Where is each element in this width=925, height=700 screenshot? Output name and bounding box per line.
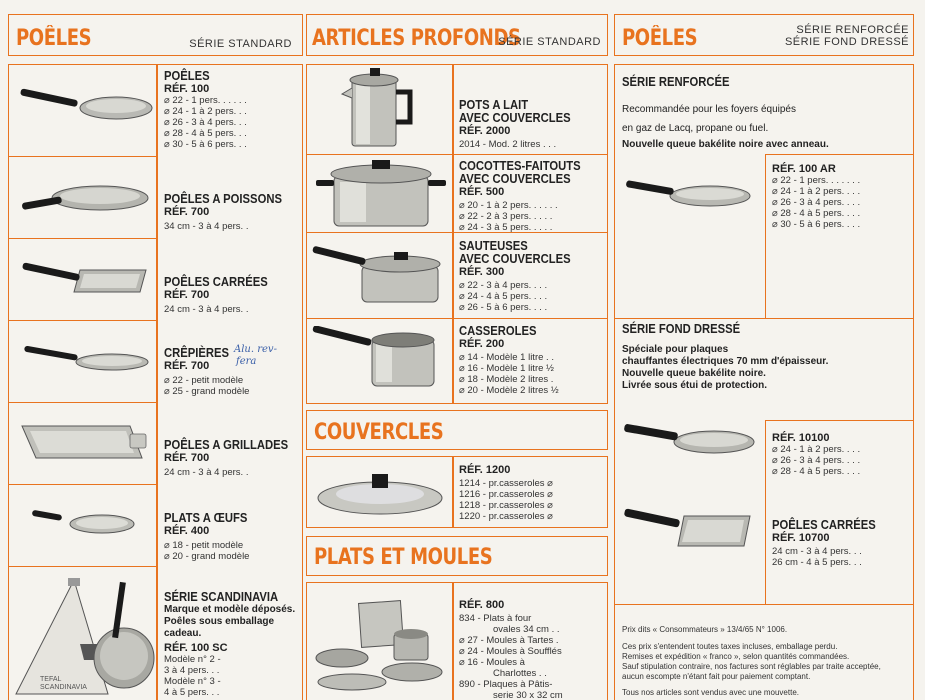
product-line: 890 - Plaques à Pâtis- (459, 679, 553, 690)
product-ref: RÉF. 700 (164, 289, 210, 301)
product-line: ⌀ 28 - 4 à 5 pers. . . . (772, 466, 861, 477)
product-line: ⌀ 18 - Modèle 2 litres . (459, 374, 554, 385)
milk-pot-image (330, 68, 430, 152)
product-ref: RÉF. 100 SC (164, 642, 228, 654)
product-line: 24 cm - 3 à 4 pers. . (164, 304, 249, 315)
footer-note: Sauf stipulation contraire, nos factures sont réglables par traite acceptée, (622, 662, 881, 671)
cocotte-image (312, 160, 452, 232)
product-line: 24 cm - 3 à 4 pers. . . (772, 546, 862, 557)
product-couvercles (459, 464, 553, 522)
product-plats-oeufs (164, 512, 257, 562)
product-scandinavia (164, 591, 295, 698)
section-title: SÉRIE FOND DRESSÉ (622, 322, 741, 336)
product-line: 24 cm - 3 à 4 pers. . (164, 467, 249, 478)
product-line: ⌀ 18 - petit modèle (164, 540, 244, 551)
footer-note: Ces prix s'entendent toutes taxes incluses, emballage perdu. (622, 642, 838, 651)
product-line: ⌀ 24 - 4 à 5 pers. . . . (459, 291, 548, 302)
reinforced-pan-image (624, 176, 754, 216)
col1-header-subtitle: SÉRIE STANDARD (189, 38, 292, 50)
product-name: POÊLES A GRILLADES (164, 438, 289, 452)
product-sauteuses (459, 240, 583, 313)
product-ref: RÉF. 10700 (772, 532, 830, 544)
product-name: CASSEROLES (459, 324, 537, 338)
product-line: ⌀ 30 - 5 à 6 pers. . . (164, 139, 247, 150)
product-desc: cadeau. (164, 628, 202, 639)
product-line: Charlottes . . (493, 668, 547, 679)
product-line: ⌀ 28 - 4 à 5 pers. . . . (772, 208, 861, 219)
divider (306, 318, 608, 319)
col2-header-title: ARTICLES PROFONDS (312, 26, 521, 51)
fond-dresse-section (622, 323, 908, 392)
product-ref: RÉF. 2000 (459, 125, 511, 137)
footer-note: Remises et expédition « franco », selon quantités commandées. (622, 652, 850, 661)
section-text: Spéciale pour plaques (622, 344, 729, 355)
product-line: ⌀ 20 - grand modèle (164, 551, 250, 562)
product-line: ⌀ 27 - Moules à Tartes . (459, 635, 559, 646)
product-line: ⌀ 24 - 1 à 2 pers. . . . (772, 186, 861, 197)
product-line: ⌀ 22 - petit modèle (164, 375, 244, 386)
lid-image (312, 464, 448, 520)
product-line: Modèle n° 2 - (164, 654, 221, 665)
divider (452, 154, 608, 155)
product-renforcee (772, 163, 860, 230)
flat-bottom-pan-image (622, 420, 757, 464)
product-line: ⌀ 25 - grand modèle (164, 386, 250, 397)
product-line: Modèle n° 3 - (164, 676, 221, 687)
product-name: POÊLES CARRÉES (164, 275, 268, 289)
section-text: Nouvelle queue bakélite noire. (622, 368, 766, 379)
product-ref: RÉF. 800 (459, 599, 505, 611)
product-name: SAUTEUSES (459, 239, 528, 253)
section-text: en gaz de Lacq, propane ou fuel. (622, 123, 769, 134)
divider (8, 238, 158, 239)
section-text: Livrée sous étui de protection. (622, 380, 768, 391)
product-plats-moules (459, 599, 563, 700)
product-fond-carrees (772, 519, 887, 568)
product-line: ⌀ 26 - 3 à 4 pers. . . (164, 117, 247, 128)
product-ref: RÉF. 1200 (459, 464, 511, 476)
product-line: 2014 - Mod. 2 litres . . . (459, 139, 557, 150)
plats-title: PLATS ET MOULES (314, 545, 493, 570)
divider (8, 320, 158, 321)
col3-header-title: POÊLES (622, 26, 698, 51)
renforcee-section (622, 76, 908, 151)
section-text: Recommandée pour les foyers équipés (622, 104, 796, 115)
product-line: 1220 - pr.casseroles ⌀ (459, 511, 553, 522)
product-ref: RÉF. 100 AR (772, 163, 836, 175)
product-line: ⌀ 22 - 1 pers. . . . . . . (772, 175, 861, 186)
divider (614, 604, 914, 605)
product-poeles-poissons (164, 193, 295, 232)
casserole-image (312, 326, 452, 396)
divider (765, 154, 766, 318)
scandinavia-box-image (12, 574, 157, 700)
product-line: ⌀ 16 - Moules à (459, 657, 525, 668)
fish-pan-image (20, 180, 150, 220)
product-line: ⌀ 28 - 4 à 5 pers. . . (164, 128, 247, 139)
scandinavia-box-label: TEFAL SCANDINAVIA (40, 676, 87, 691)
product-name: CRÊPIÈRES (164, 346, 230, 360)
product-line: ⌀ 22 - 2 à 3 pers. . . . . (459, 211, 553, 222)
product-name: POÊLES A POISSONS (164, 192, 282, 206)
flat-bottom-square-pan-image (622, 506, 757, 556)
product-line: ⌀ 22 - 1 pers. . . . . . (164, 95, 247, 106)
product-line: ⌀ 20 - Modèle 2 litres ½ (459, 385, 559, 396)
product-line: ovales 34 cm . . (493, 624, 560, 635)
col1-header-title: POÊLES (16, 26, 92, 51)
product-casseroles (459, 325, 559, 396)
divider (8, 156, 158, 157)
handwritten-note: fera (236, 356, 257, 367)
product-line: ⌀ 26 - 5 à 6 pers. . . . (459, 302, 548, 313)
product-line: ⌀ 22 - 3 à 4 pers. . . . (459, 280, 548, 291)
product-line: 34 cm - 3 à 4 pers. . (164, 221, 249, 232)
product-line: 1216 - pr.casseroles ⌀ (459, 489, 553, 500)
baking-set-image (312, 596, 448, 696)
product-line: 834 - Plats à four (459, 613, 532, 624)
section-text: chauffantes électriques 70 mm d'épaisseur. (622, 356, 829, 367)
divider (765, 420, 914, 421)
product-ref: RÉF. 700 (164, 452, 210, 464)
product-line: 1218 - pr.casseroles ⌀ (459, 500, 553, 511)
divider (306, 154, 454, 155)
product-cocottes (459, 160, 594, 233)
divider (8, 402, 158, 403)
couvercles-title: COUVERCLES (314, 420, 444, 445)
product-fond-dresse (772, 432, 860, 477)
product-line: ⌀ 16 - Modèle 1 litre ½ (459, 363, 554, 374)
product-line: ⌀ 26 - 3 à 4 pers. . . . (772, 455, 861, 466)
product-line: ⌀ 30 - 5 à 6 pers. . . . (772, 219, 861, 230)
divider (8, 484, 158, 485)
product-line: ⌀ 14 - Modèle 1 litre . . (459, 352, 554, 363)
product-name: POÊLES CARRÉES (772, 518, 876, 532)
product-name-2: AVEC COUVERCLES (459, 111, 571, 125)
product-line: 4 à 5 pers. . . (164, 687, 220, 698)
price-note: Prix dits « Consommateurs » 13/4/65 N° 1006. (622, 625, 788, 634)
product-name: PLATS A ŒUFS (164, 511, 248, 525)
product-name-2: AVEC COUVERCLES (459, 252, 571, 266)
product-ref: RÉF. 200 (459, 338, 505, 350)
square-pan-image (20, 262, 150, 302)
product-poeles-grillades (164, 439, 302, 478)
product-poeles-carrees (164, 276, 279, 315)
egg-dish-image (30, 502, 140, 542)
sauteuse-image (312, 240, 452, 310)
product-name: SÉRIE SCANDINAVIA (164, 590, 279, 604)
product-line: serie 30 x 32 cm (493, 690, 563, 700)
col3-header-subtitle1: SÉRIE RENFORCÉE (796, 24, 909, 36)
product-ref: RÉF. 700 (164, 360, 210, 372)
section-title: SÉRIE RENFORCÉE (622, 75, 730, 89)
col2-header-subtitle: SÉRIE STANDARD (498, 36, 601, 48)
product-desc: Poêles sous emballage (164, 616, 275, 627)
product-line: ⌀ 20 - 1 à 2 pers. . . . . . (459, 200, 558, 211)
product-name: POTS A LAIT (459, 98, 529, 112)
product-line: ⌀ 24 - 1 à 2 pers. . . (164, 106, 247, 117)
footer-notes (622, 624, 912, 698)
product-poeles (164, 70, 247, 150)
product-ref: RÉF. 700 (164, 206, 210, 218)
product-line: ⌀ 26 - 3 à 4 pers. . . . (772, 197, 861, 208)
product-desc: Marque et modèle déposés. (164, 604, 296, 615)
product-line: ⌀ 24 - Moules à Soufflés (459, 646, 562, 657)
divider (8, 566, 158, 567)
product-line: ⌀ 24 - 1 à 2 pers. . . . (772, 444, 861, 455)
crepe-pan-image (20, 344, 150, 384)
grill-pan-image (18, 418, 153, 468)
product-ref: RÉF. 100 (164, 83, 210, 95)
product-pots-lait (459, 99, 583, 150)
col3-header-subtitle2: SÉRIE FOND DRESSÉ (784, 36, 909, 48)
product-line: 1214 - pr.casseroles ⌀ (459, 478, 553, 489)
product-ref: RÉF. 300 (459, 266, 505, 278)
product-ref: RÉF. 400 (164, 525, 210, 537)
product-line: ⌀ 24 - 3 à 5 pers. . . . . (459, 222, 553, 233)
divider (765, 420, 766, 604)
product-line: 3 à 4 pers. . . (164, 665, 220, 676)
product-ref: RÉF. 10100 (772, 432, 830, 444)
product-ref: RÉF. 500 (459, 186, 505, 198)
divider (765, 154, 914, 155)
footer-last-note: Tous nos articles sont vendus avec une mouvette. (622, 688, 799, 697)
section-bold-text: Nouvelle queue bakélite noire avec anneau. (622, 139, 829, 150)
product-name: POÊLES (164, 69, 210, 83)
product-name: COCOTTES-FAITOUTS (459, 159, 581, 173)
footer-note: aucun escompte n'étant fait pour paiement comptant. (622, 672, 811, 681)
frying-pan-image (18, 88, 153, 128)
product-line: 26 cm - 4 à 5 pers. . . (772, 557, 862, 568)
product-name-2: AVEC COUVERCLES (459, 172, 571, 186)
handwritten-note: Alu. rev- (234, 344, 277, 355)
divider (614, 318, 914, 319)
